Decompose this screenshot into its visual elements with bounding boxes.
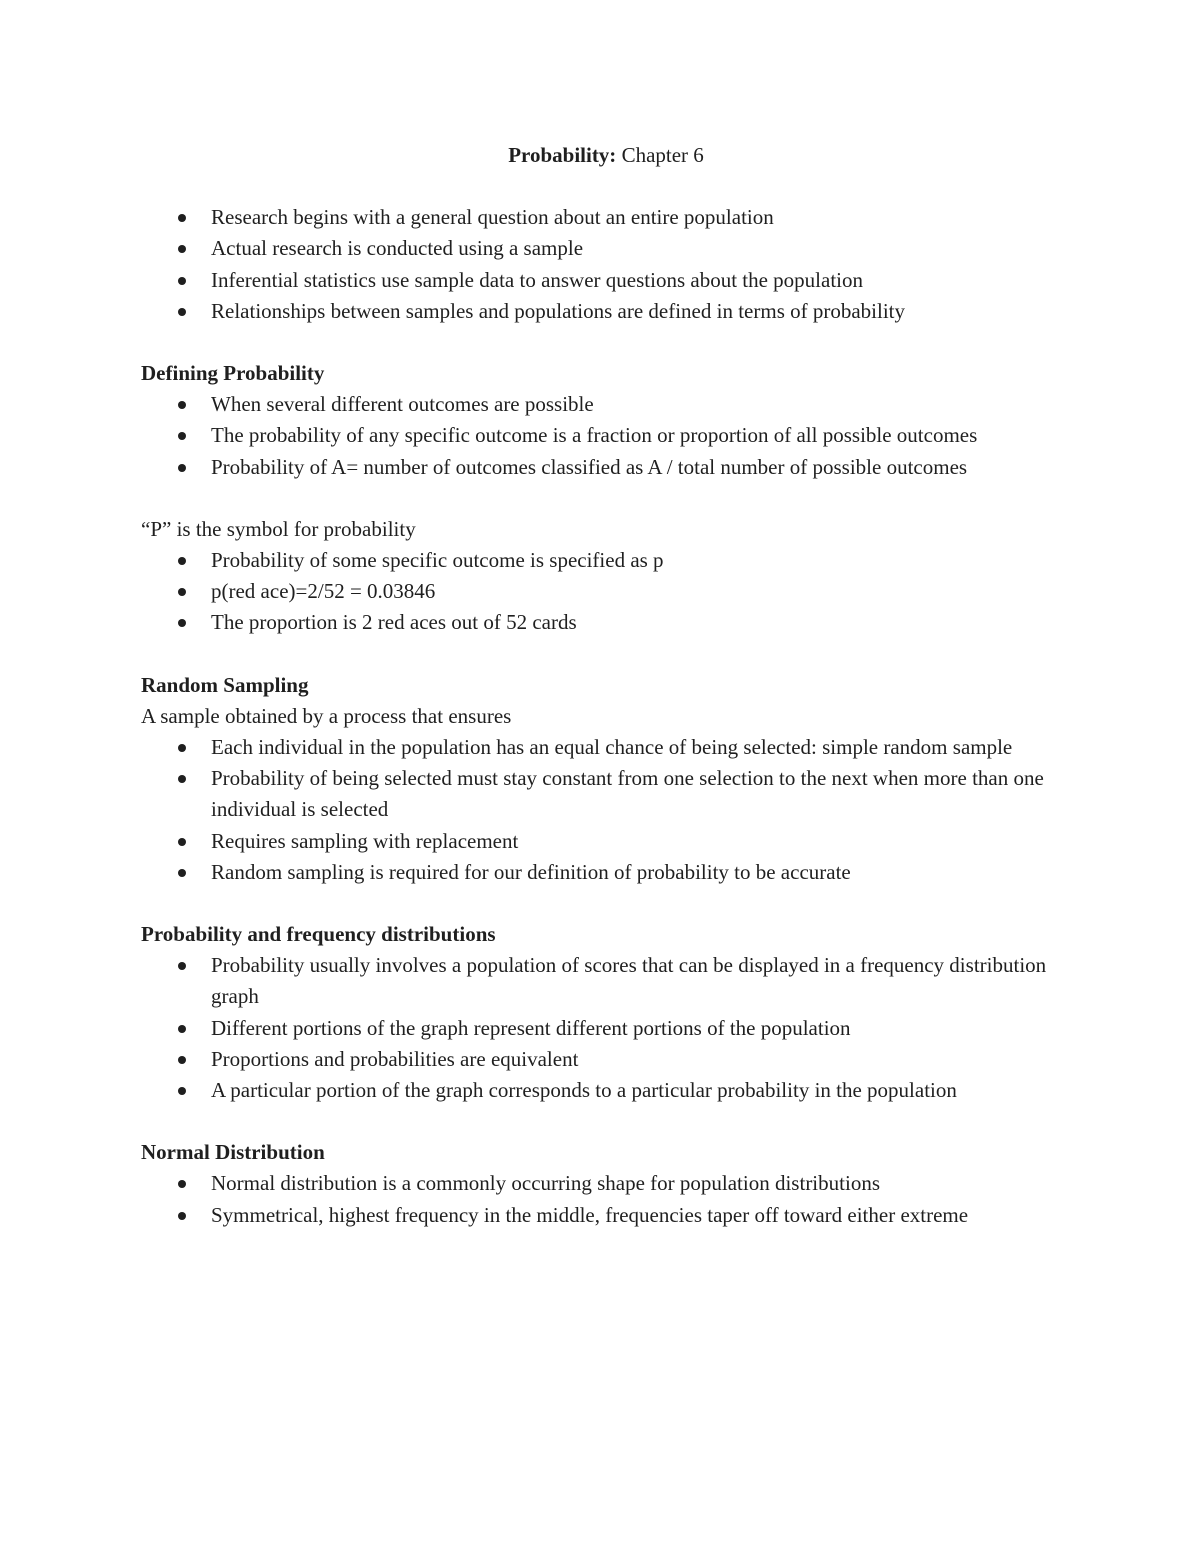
- bullet-icon: [178, 775, 186, 783]
- section-heading-normal-distribution: Normal Distribution: [141, 1140, 325, 1165]
- list-item: Different portions of the graph represent different portions of the population: [211, 1013, 1071, 1044]
- symbol-bullet-list: [141, 545, 1071, 639]
- page-title-bold: Probability:: [508, 143, 617, 167]
- document-page: [141, 140, 1071, 1231]
- bullet-icon: [178, 308, 186, 316]
- spacer: [141, 1106, 1071, 1137]
- bullet-icon: [178, 245, 186, 253]
- bullet-icon: [178, 588, 186, 596]
- spacer: [141, 327, 1071, 358]
- bullet-icon: [178, 838, 186, 846]
- list-item: Symmetrical, highest frequency in the middle, frequencies taper off toward either extreme: [211, 1200, 1071, 1231]
- spacer: [141, 888, 1071, 919]
- frequency-bullet-list: [141, 950, 1071, 1106]
- list-item: Probability of some specific outcome is specified as p: [211, 545, 1071, 576]
- section-heading-random-sampling: Random Sampling: [141, 672, 309, 697]
- spacer: [141, 483, 1071, 514]
- bullet-icon: [178, 214, 186, 222]
- list-item: Actual research is conducted using a sample: [211, 233, 1071, 264]
- bullet-icon: [178, 744, 186, 752]
- bullet-icon: [178, 1087, 186, 1095]
- list-item: Each individual in the population has an equal chance of being selected: simple random sample: [211, 732, 1071, 763]
- bullet-icon: [178, 557, 186, 565]
- list-item: Probability of A= number of outcomes classified as A / total number of possible outcomes: [211, 452, 1071, 483]
- bullet-icon: [178, 401, 186, 409]
- list-item: When several different outcomes are possible: [211, 389, 1071, 420]
- list-item: Probability usually involves a population of scores that can be displayed in a frequency distribution graph: [211, 950, 1071, 1012]
- list-item: p(red ace)=2/52 = 0.03846: [211, 576, 1071, 607]
- page-title: [141, 140, 1071, 171]
- bullet-icon: [178, 1180, 186, 1188]
- list-item: Proportions and probabilities are equivalent: [211, 1044, 1071, 1075]
- bullet-icon: [178, 1056, 186, 1064]
- bullet-icon: [178, 1212, 186, 1220]
- list-item: Probability of being selected must stay constant from one selection to the next when more than one individual is selected: [211, 763, 1071, 825]
- intro-bullet-list: [141, 202, 1071, 327]
- bullet-icon: [178, 869, 186, 877]
- list-item: Inferential statistics use sample data to answer questions about the population: [211, 265, 1071, 296]
- list-item: A particular portion of the graph corresponds to a particular probability in the population: [211, 1075, 1071, 1106]
- bullet-icon: [178, 962, 186, 970]
- list-item: The proportion is 2 red aces out of 52 cards: [211, 607, 1071, 638]
- normal-bullet-list: [141, 1168, 1071, 1230]
- bullet-icon: [178, 464, 186, 472]
- bullet-icon: [178, 277, 186, 285]
- list-item: Requires sampling with replacement: [211, 826, 1071, 857]
- bullet-icon: [178, 432, 186, 440]
- page-title-rest: Chapter 6: [616, 143, 704, 167]
- list-item: The probability of any specific outcome is a fraction or proportion of all possible outcomes: [211, 420, 1071, 451]
- spacer: [141, 639, 1071, 670]
- list-item: Relationships between samples and populations are defined in terms of probability: [211, 296, 1071, 327]
- random-sampling-line: A sample obtained by a process that ensures: [141, 703, 512, 728]
- section-heading-frequency-distributions: Probability and frequency distributions: [141, 922, 496, 947]
- list-item: Normal distribution is a commonly occurring shape for population distributions: [211, 1168, 1071, 1199]
- random-bullet-list: [141, 732, 1071, 888]
- symbol-line: “P” is the symbol for probability: [141, 516, 416, 541]
- defining-bullet-list: [141, 389, 1071, 483]
- bullet-icon: [178, 619, 186, 627]
- section-heading-defining-probability: Defining Probability: [141, 361, 325, 386]
- bullet-icon: [178, 1025, 186, 1033]
- list-item: Random sampling is required for our definition of probability to be accurate: [211, 857, 1071, 888]
- list-item: Research begins with a general question about an entire population: [211, 202, 1071, 233]
